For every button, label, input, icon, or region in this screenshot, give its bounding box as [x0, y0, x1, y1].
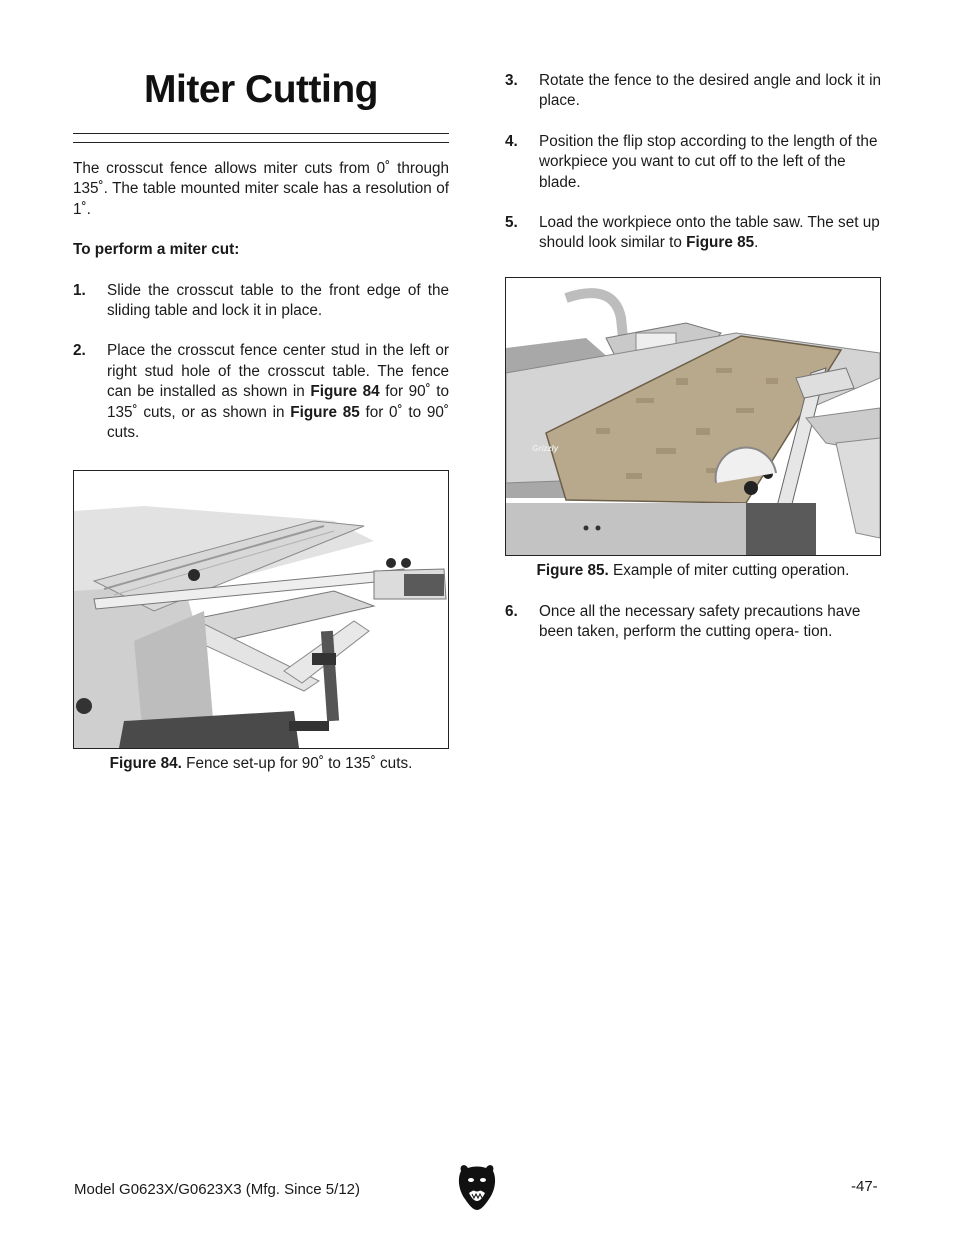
step-text: Position the flip stop according to the length of the workpiece you want to cut off to the left of the blade.	[539, 132, 878, 191]
step-text-part: Place the crosscut fence center stud in the left or right stud hole of the crosscut table. The fence can be installed as shown in	[107, 342, 449, 401]
step-text-part: .	[754, 234, 759, 252]
title-rule-top	[73, 133, 449, 134]
page-title: Miter Cutting	[144, 68, 378, 111]
step-4	[505, 132, 881, 193]
title-rule-bottom	[73, 142, 449, 143]
step-number: 4.	[505, 132, 518, 150]
step-text	[107, 341, 449, 443]
step-text-part: Load the workpiece onto the table saw. The set up should look similar to	[539, 214, 880, 252]
step-number: 1.	[73, 281, 86, 299]
figure-reference: Figure 85	[290, 403, 360, 421]
figure-84-caption	[73, 754, 449, 774]
figure-reference: Figure 85	[686, 234, 755, 252]
step-text-part: for 0˚ to 90˚ cuts.	[107, 403, 449, 442]
step-1	[73, 281, 449, 322]
figure-85-caption	[505, 561, 881, 581]
right-column	[505, 60, 881, 643]
step-2	[73, 341, 449, 443]
left-column	[73, 60, 449, 774]
intro-paragraph: The crosscut fence allows miter cuts from 0˚ through 135˚. The table mounted miter scale has a resolution of 1˚.	[73, 160, 449, 218]
procedure-heading: To perform a miter cut:	[73, 241, 240, 259]
step-text	[539, 213, 881, 254]
page-number: -47-	[851, 1178, 878, 1195]
step-6	[505, 602, 881, 643]
step-text: Slide the crosscut table to the front edge of the sliding table and lock it in place.	[107, 281, 449, 320]
step-number: 6.	[505, 602, 518, 620]
figure-84-image	[73, 470, 449, 749]
step-5	[505, 213, 881, 254]
grizzly-bear-logo-icon	[457, 1163, 497, 1211]
step-3	[505, 71, 881, 112]
step-text: Once all the necessary safety precautions have been taken, perform the cutting opera- tion.	[539, 602, 861, 641]
step-number: 5.	[505, 214, 518, 232]
step-number: 3.	[505, 72, 518, 89]
figure-reference: Figure 84	[310, 383, 380, 401]
figure-85-image	[505, 277, 881, 556]
figure-label: Figure 85.	[536, 561, 609, 579]
step-text: Rotate the fence to the desired angle and lock it in place.	[539, 72, 881, 110]
footer-model: Model G0623X/G0623X3 (Mfg. Since 5/12)	[74, 1181, 360, 1198]
grizzly-brand-mark: Grizzly	[532, 443, 559, 453]
miter-cut-photo	[506, 278, 880, 555]
caption-text: Example of miter cutting operation.	[608, 561, 850, 579]
step-number: 2.	[73, 342, 86, 360]
caption-text: Fence set-up for 90˚ to 135˚ cuts.	[181, 755, 413, 773]
fence-setup-photo	[74, 471, 448, 748]
figure-label: Figure 84.	[109, 755, 182, 773]
step-text-part: for 90˚ to 135˚ cuts, or as shown in	[107, 383, 450, 421]
